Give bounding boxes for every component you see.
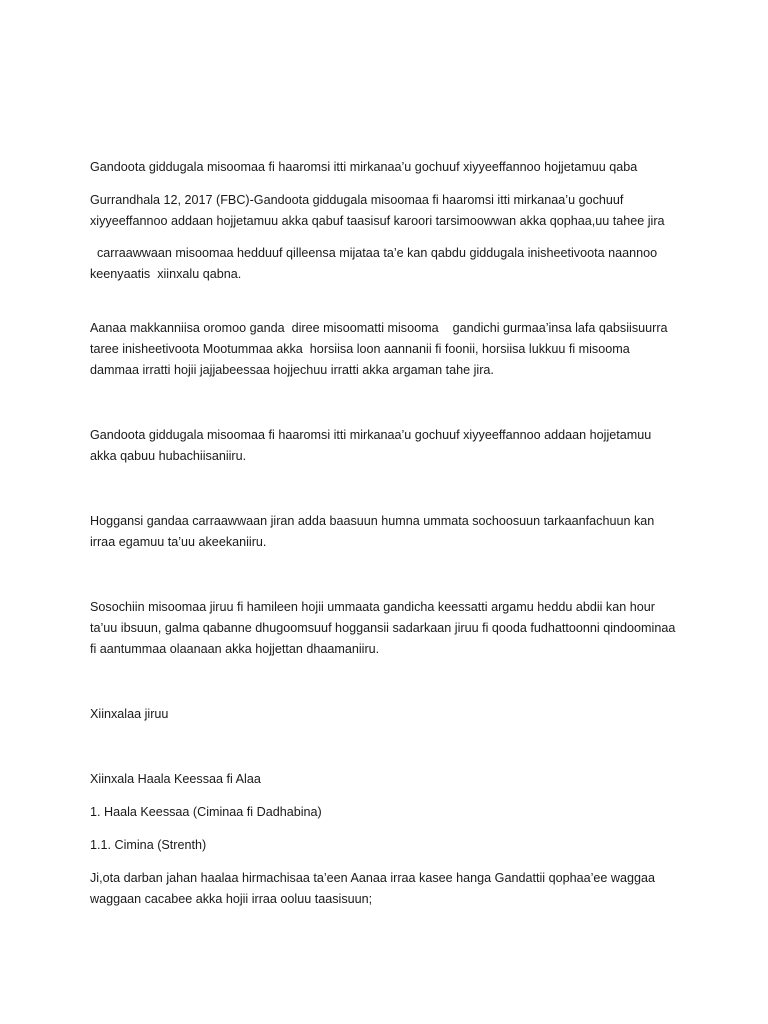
paragraph-aanaa-makkanniisa: Aanaa makkanniisa oromoo ganda diree misoomatti misooma gandichi gurmaa’insa lafa qabsiisuurra taree inisheetivoota Mootummaa akka horsiisa loon aannanii fi foonii, horsiisa lukkuu fi misooma dammaa irratti hojii jajjabeessaa hojjechuu irratti akka argaman tahe jira.	[90, 321, 672, 377]
list-heading-haala-keessaa: 1. Haala Keessaa (Ciminaa fi Dadhabina)	[90, 805, 322, 819]
document-body	[90, 157, 680, 910]
paragraph-sosochiin: Sosochiin misoomaa jiruu fi hamileen hojii ummaata gandicha keessatti argamu heddu abdii kan hour ta’uu ibsuun, galma qabanne dhugoomsuuf hoggansii sadarkaan jiruu fi qooda fudhattoonni qindoominaa fi aantummaa olaanaan akka hojjettan dhaamaniiru.	[90, 600, 679, 656]
section-heading-xiinxalaa-jiruu: Xiinxalaa jiruu	[90, 707, 169, 721]
paragraph-gandoota-attention: Gandoota giddugala misoomaa fi haaromsi itti mirkanaa’u gochuuf xiyyeeffannoo addaan hojjetamuu akka qabuu hubachiisaniiru.	[90, 428, 655, 463]
section-heading-xiinxala-haala: Xiinxala Haala Keessaa fi Alaa	[90, 772, 261, 786]
paragraph-dateline: Gurrandhala 12, 2017 (FBC)-Gandoota giddugala misoomaa fi haaromsi itti mirkanaa’u gochuuf xiyyeeffannoo addaan hojjetamuu akka qabuf taasisuf karoori tarsimoowwan akka qophaa,uu tahee jira	[90, 193, 665, 228]
paragraph-opportunities: carraawwaan misoomaa hedduuf qilleensa mijataa ta’e kan qabdu giddugala inisheetivoota naannoo keenyaatis xiinxalu qabna.	[90, 246, 661, 281]
paragraph-jiota-darban: Ji,ota darban jahan haalaa hirmachisaa ta’een Aanaa irraa kasee hanga Gandattii qophaa’ee waggaa waggaan cacabee akka hojii irraa ooluu taasisuun;	[90, 871, 659, 906]
list-subheading-cimina: 1.1. Cimina (Strenth)	[90, 838, 207, 852]
article-headline: Gandoota giddugala misoomaa fi haaromsi itti mirkanaa’u gochuuf xiyyeeffannoo hojjetamuu qaba	[90, 160, 638, 174]
paragraph-hoggansi: Hoggansi gandaa carraawwaan jiran adda baasuun humna ummata sochoosuun tarkaanfachuun kan irraa egamuu ta’uu akeekaniiru.	[90, 514, 658, 549]
